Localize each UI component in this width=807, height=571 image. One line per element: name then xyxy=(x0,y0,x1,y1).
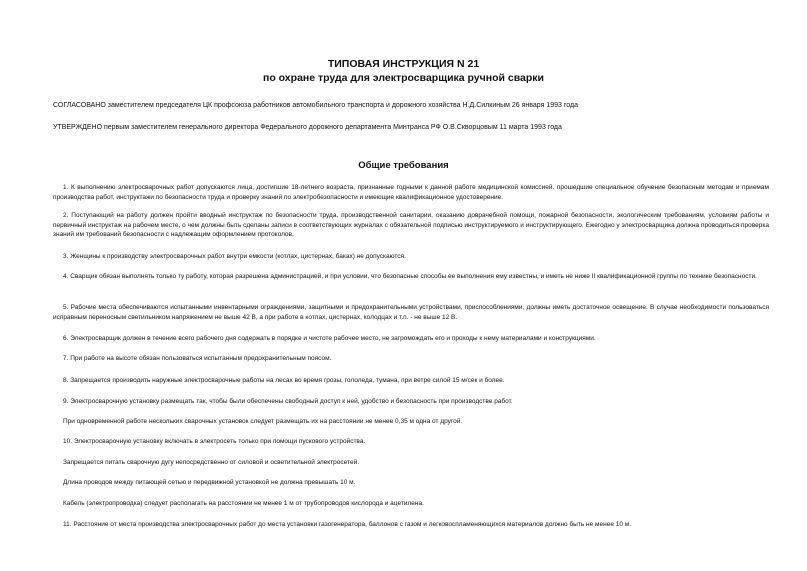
document-title: ТИПОВАЯ ИНСТРУКЦИЯ N 21 xyxy=(327,58,480,70)
paragraph-7: 7. При работе на высоте обязан пользоваться испытанным предохранительным поясом. xyxy=(63,355,332,362)
paragraph-3: 3. Женщины к производству электросварочных работ внутри емкости (котлах, цистернах, баках) не допускаются. xyxy=(63,253,406,260)
agreed-line: СОГЛАСОВАНО заместителем председателя ЦК профсоюза работников автомобильного транспорта и дорожного хозяйства Н.Д.Силкиным 26 января 1993 года xyxy=(53,102,578,109)
paragraph-4: 4. Сварщик обязан выполнять только ту работу, которая разрешена администрацией, и при условии, что безопасные способы ее выполнения ему известны, и иметь не ниже II квалификационной группы по технике безопасности. xyxy=(63,273,757,280)
paragraph-6: 6. Электросварщик должен в течение всего рабочего дня содержать в порядке и чистоте рабочее место, не загромождать его и проходы к нему материалами и конструкциями. xyxy=(63,335,596,342)
paragraph-9a: При одновременной работе нескольких сварочных установок следует размещать их на расстоянии не менее 0,35 м одна от другой. xyxy=(63,418,463,425)
paragraph-11: 11. Расстояние от места производства электросварочных работ до места установки газогенератора, баллонов с газом и легковоспламеняющихся материалов должно быть не менее 10 м. xyxy=(63,521,632,528)
paragraph-10b: Длина проводов между питающей сетью и передвижной установкой не должна превышать 10 м. xyxy=(63,479,356,486)
paragraph-5: 5. Рабочие места обеспечиваются испытанными инвентарными ограждениями, защитными и предохранительными устройствами, приспособлениями, должны иметь достаточное освещение. В случае необходимости пользоваться исправным переносным светильником напряжением не выше 42 В, а при работе в котлах, цистернах, колодцах и т.п. - не выше 12 В. xyxy=(53,304,769,321)
document-subtitle: по охране труда для электросварщика ручной сварки xyxy=(262,72,544,84)
paragraph-1: 1. К выполнению электросварочных работ допускаются лица, достигшие 18-летнего возраста, признанные годными к данной работе медицинской комиссией, прошедшие специальное обучение безопасным методам и приемам производства работ, инструктажи по безопасности труда и проверку знаний по электробезопасности и имеющие квалификационное удостоверение. xyxy=(53,184,769,201)
paragraph-2: 2. Поступающий на работу должен пройти вводный инструктаж по безопасности труда, производственной санитарии, оказанию доврачебной помощи, пожарной безопасности, экологическим требованиям, условиям работы и первичный инструктаж на рабочем месте, о чем должны быть сделаны записи в соответствующих журналах с обязательной подписью инструктируемого и инструктирующего. Ежегодно у электросварщика должна проводиться проверка знаний им требований безопасности с надлежащим оформлением протоколов. xyxy=(53,212,769,238)
paragraph-10c: Кабель (электропроводка) следует располагать на расстоянии не менее 1 м от трубопроводов кислорода и ацетилена. xyxy=(63,500,424,507)
paragraph-8: 8. Запрещается производить наружные электросварочные работы на лесах во время грозы, гололеда, тумана, при ветре силой 15 м/сек и более. xyxy=(63,377,505,384)
paragraph-10a: Запрещается питать сварочную дугу непосредственно от силовой и осветительной электросетей. xyxy=(63,459,360,466)
paragraph-9: 9. Электросварочную установку размещать так, чтобы были обеспечены свободный доступ к ней, удобство и безопасность при производстве работ. xyxy=(63,398,513,405)
title-block xyxy=(0,58,807,85)
section-heading: Общие требования xyxy=(358,160,449,171)
approved-line: УТВЕРЖДЕНО первым заместителем генерального директора Федерального дорожного департамента Минтранса РФ О.В.Скворцовым 11 марта 1993 года xyxy=(53,124,562,131)
paragraph-10: 10. Электросварочную установку включать в электросеть только при помощи пускового устройства. xyxy=(63,438,366,445)
